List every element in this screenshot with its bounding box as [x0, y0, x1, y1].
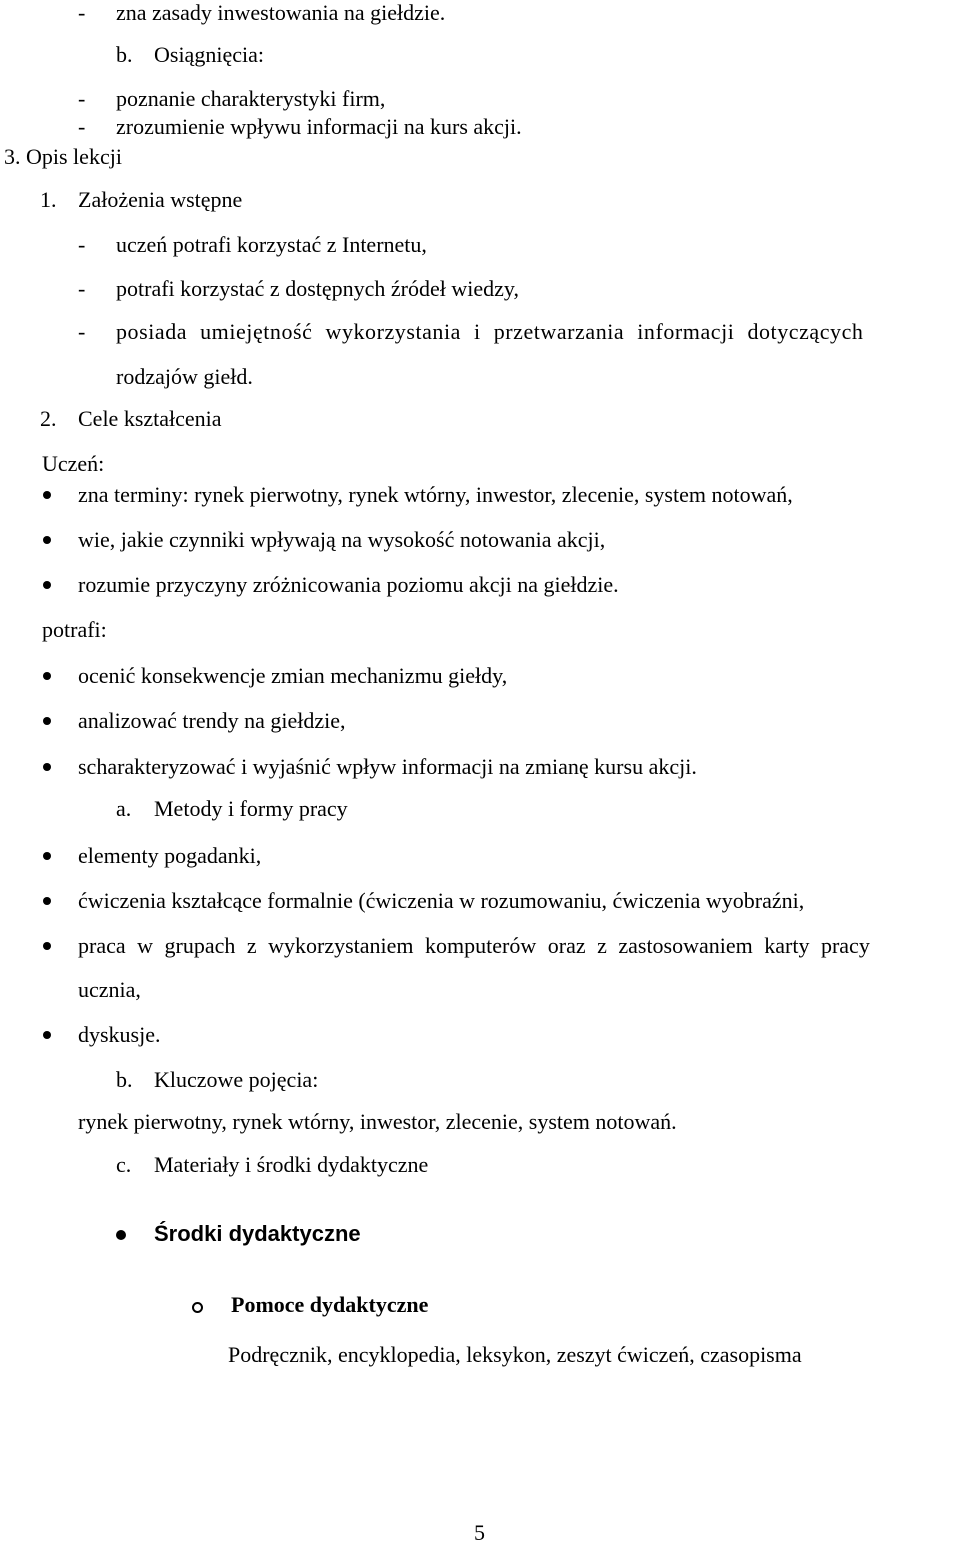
dash-marker: - — [78, 319, 86, 344]
list-item: scharakteryzować i wyjaśnić wpływ informacji na zmianę kursu akcji. — [78, 754, 697, 779]
circle-bullet-icon — [192, 1302, 203, 1313]
text-line: potrafi korzystać z dostępnych źródeł wiedzy, — [116, 276, 519, 301]
list-item: dyskusje. — [78, 1022, 161, 1047]
text-line: zna zasady inwestowania na giełdzie. — [116, 0, 446, 25]
subheading-kluczowe: Kluczowe pojęcia: — [154, 1067, 319, 1092]
bullet-icon — [43, 717, 51, 725]
bullet-icon — [43, 672, 51, 680]
dash-marker: - — [78, 0, 86, 25]
bullet-icon — [43, 763, 51, 771]
list-label-2: 2. — [40, 406, 57, 431]
list-item: ćwiczenia kształcące formalnie (ćwiczenia w rozumowaniu, ćwiczenia wyobraźni, — [78, 888, 805, 913]
list-label-1: 1. — [40, 187, 57, 212]
list-item: rozumie przyczyny zróżnicowania poziomu akcji na giełdzie. — [78, 572, 619, 597]
dash-marker: - — [78, 276, 86, 301]
page-number: 5 — [474, 1520, 485, 1545]
list-item: wie, jakie czynniki wpływają na wysokość notowania akcji, — [78, 527, 606, 552]
bullet-icon — [116, 1230, 126, 1240]
bullet-icon — [43, 942, 51, 950]
list-item: analizować trendy na giełdzie, — [78, 708, 346, 733]
text-line: rodzajów giełd. — [116, 364, 253, 389]
bullet-icon — [43, 852, 51, 860]
dash-marker: - — [78, 114, 86, 139]
list-label-c: c. — [116, 1152, 132, 1177]
list-item: zna terminy: rynek pierwotny, rynek wtórny, inwestor, zlecenie, system notowań, — [78, 482, 793, 507]
bullet-icon — [43, 536, 51, 544]
bullet-icon — [43, 1031, 51, 1039]
text-line: poznanie charakterystyki firm, — [116, 86, 386, 111]
uczen-label: Uczeń: — [42, 451, 105, 476]
bullet-icon — [43, 491, 51, 499]
list-label-a: a. — [116, 796, 132, 821]
dash-marker: - — [78, 86, 86, 111]
section-heading: 3. Opis lekcji — [4, 144, 122, 169]
subheading-cele: Cele kształcenia — [78, 406, 222, 431]
list-item: ocenić konsekwencje zmian mechanizmu giełdy, — [78, 663, 508, 688]
list-item-continuation: ucznia, — [78, 977, 141, 1002]
list-item: elementy pogadanki, — [78, 843, 262, 868]
subheading-metody: Metody i formy pracy — [154, 796, 348, 821]
dash-marker: - — [78, 232, 86, 257]
keywords-text: rynek pierwotny, rynek wtórny, inwestor, zlecenie, system notowań. — [78, 1109, 677, 1134]
subheading-materialy: Materiały i środki dydaktyczne — [154, 1152, 429, 1177]
subheading-osiagniecia: Osiągnięcia: — [154, 42, 264, 67]
potrafi-label: potrafi: — [42, 617, 107, 642]
list-label-b: b. — [116, 42, 133, 67]
subheading-zalozenia: Założenia wstępne — [78, 187, 243, 212]
text-line: uczeń potrafi korzystać z Internetu, — [116, 232, 427, 257]
list-item: praca w grupach z wykorzystaniem komputerów oraz z zastosowaniem karty pracy — [78, 933, 870, 958]
bullet-icon — [43, 897, 51, 905]
list-label-b: b. — [116, 1067, 133, 1092]
srodki-heading: Środki dydaktyczne — [154, 1221, 361, 1246]
text-line: posiada umiejętność wykorzystania i przetwarzania informacji dotyczących — [116, 319, 864, 344]
pomoce-list: Podręcznik, encyklopedia, leksykon, zeszyt ćwiczeń, czasopisma — [228, 1342, 802, 1367]
bullet-icon — [43, 581, 51, 589]
pomoce-heading: Pomoce dydaktyczne — [231, 1292, 429, 1317]
text-line: zrozumienie wpływu informacji na kurs akcji. — [116, 114, 522, 139]
